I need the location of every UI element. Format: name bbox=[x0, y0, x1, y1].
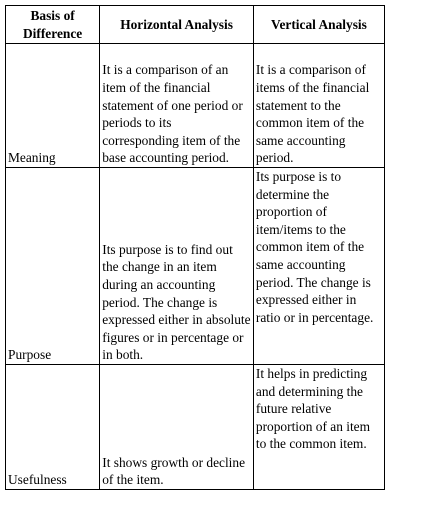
table-row bbox=[6, 365, 385, 490]
cell-horizontal-meaning bbox=[100, 44, 254, 168]
header-vertical bbox=[253, 6, 384, 44]
header-horizontal bbox=[100, 6, 254, 44]
cell-text: It is a comparison of items of the financial statement to the common item of the same accounting period. bbox=[255, 62, 370, 166]
row-label-usefulness bbox=[6, 365, 100, 490]
cell-text: It helps in predicting and determining the future relative proportion of an item to the common item. bbox=[255, 366, 371, 452]
cell-vertical-usefulness bbox=[253, 365, 384, 490]
cell-vertical-meaning bbox=[253, 44, 384, 168]
cell-horizontal-usefulness bbox=[100, 365, 254, 490]
comparison-table bbox=[5, 5, 385, 490]
header-basis bbox=[6, 6, 100, 44]
row-label-text: Purpose bbox=[8, 347, 52, 363]
row-label-meaning bbox=[6, 44, 100, 168]
header-vertical-text: Vertical Analysis bbox=[271, 16, 367, 32]
table-row bbox=[6, 44, 385, 168]
header-row bbox=[6, 6, 385, 44]
cell-text: It is a comparison of an item of the financial statement of one period or periods to its corresponding item of the base accounting period. bbox=[102, 62, 243, 166]
table-row bbox=[6, 168, 385, 365]
cell-text: It shows growth or decline of the item. bbox=[102, 454, 246, 488]
cell-horizontal-purpose bbox=[100, 168, 254, 365]
row-label-text: Meaning bbox=[8, 150, 56, 166]
header-basis-text: Basis of Difference bbox=[23, 7, 83, 41]
row-label-text: Usefulness bbox=[8, 472, 67, 488]
header-horizontal-text: Horizontal Analysis bbox=[120, 16, 233, 32]
row-label-purpose bbox=[6, 168, 100, 365]
cell-text: Its purpose is to find out the change in an item during an accounting period. The change is expressed either in absolute figures or in percentage or in both. bbox=[102, 241, 251, 363]
cell-vertical-purpose bbox=[253, 168, 384, 365]
cell-text: Its purpose is to determine the proportion of item/items to the common item of the same accounting period. The change is expressed either in ratio or in percentage. bbox=[255, 169, 374, 325]
